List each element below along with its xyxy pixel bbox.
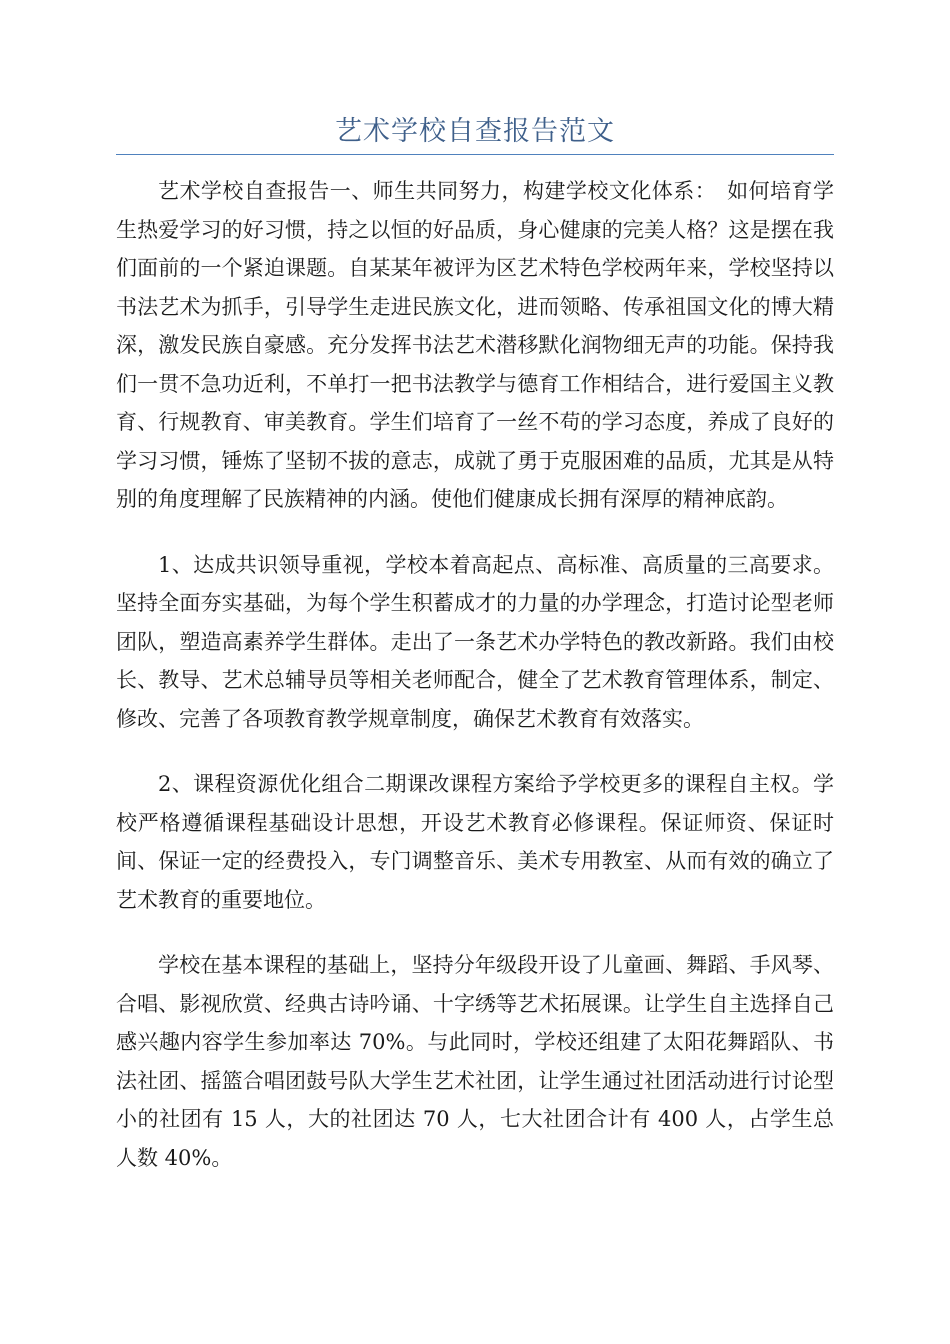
paragraph: 艺术学校自查报告一、师生共同努力，构建学校文化体系： 如何培育学生热爱学习的好习惯，持之以恒的好品质，身心健康的完美人格？这是摆在我们面前的一个紧迫课题。自某某年被评为区艺术特色学校两年来，学校坚持以书法艺术为抓手，引导学生走进民族文化，进而领略、传承祖国文化的博大精深，激发民族自豪感。充分发挥书法艺术潜移默化润物细无声的功能。保持我们一贯不急功近利，不单打一把书法教学与德育工作相结合，进行爱国主义教育、行规教育、审美教育。学生们培育了一丝不苟的学习态度，养成了良好的学习习惯，锤炼了坚韧不拔的意志，成就了勇于克服困难的品质，尤其是从特别的角度理解了民族精神的内涵。使他们健康成长拥有深厚的精神底韵。: [116, 179, 834, 511]
document-body: [116, 172, 834, 1204]
paragraph: 学校在基本课程的基础上，坚持分年级段开设了儿童画、舞蹈、手风琴、合唱、影视欣赏、经典古诗吟诵、十字绣等艺术拓展课。让学生自主选择自己感兴趣内容学生参加率达 70%。与此同时，学校还组建了太阳花舞蹈队、书法社团、摇篮合唱团鼓号队大学生艺术社团，让学生通过社团活动进行讨论型小的社团有 15 人，大的社团达 70 人，七大社团合计有 400 人，占学生总人数 40%。: [116, 953, 834, 1170]
document-title: 艺术学校自查报告范文: [335, 116, 615, 147]
paragraph: 2、课程资源优化组合二期课改课程方案给予学校更多的课程自主权。学校严格遵循课程基础设计思想，开设艺术教育必修课程。保证师资、保证时间、保证一定的经费投入，专门调整音乐、美术专用教室、从而有效的确立了艺术教育的重要地位。: [116, 772, 834, 912]
title-underline: [116, 154, 834, 155]
paragraph: 1、达成共识领导重视，学校本着高起点、高标准、高质量的三高要求。坚持全面夯实基础，为每个学生积蓄成才的力量的办学理念，打造讨论型老师团队，塑造高素养学生群体。走出了一条艺术办学特色的教改新路。我们由校长、教导、艺术总辅导员等相关老师配合，健全了艺术教育管理体系，制定、修改、完善了各项教育教学规章制度，确保艺术教育有效落实。: [116, 552, 834, 731]
